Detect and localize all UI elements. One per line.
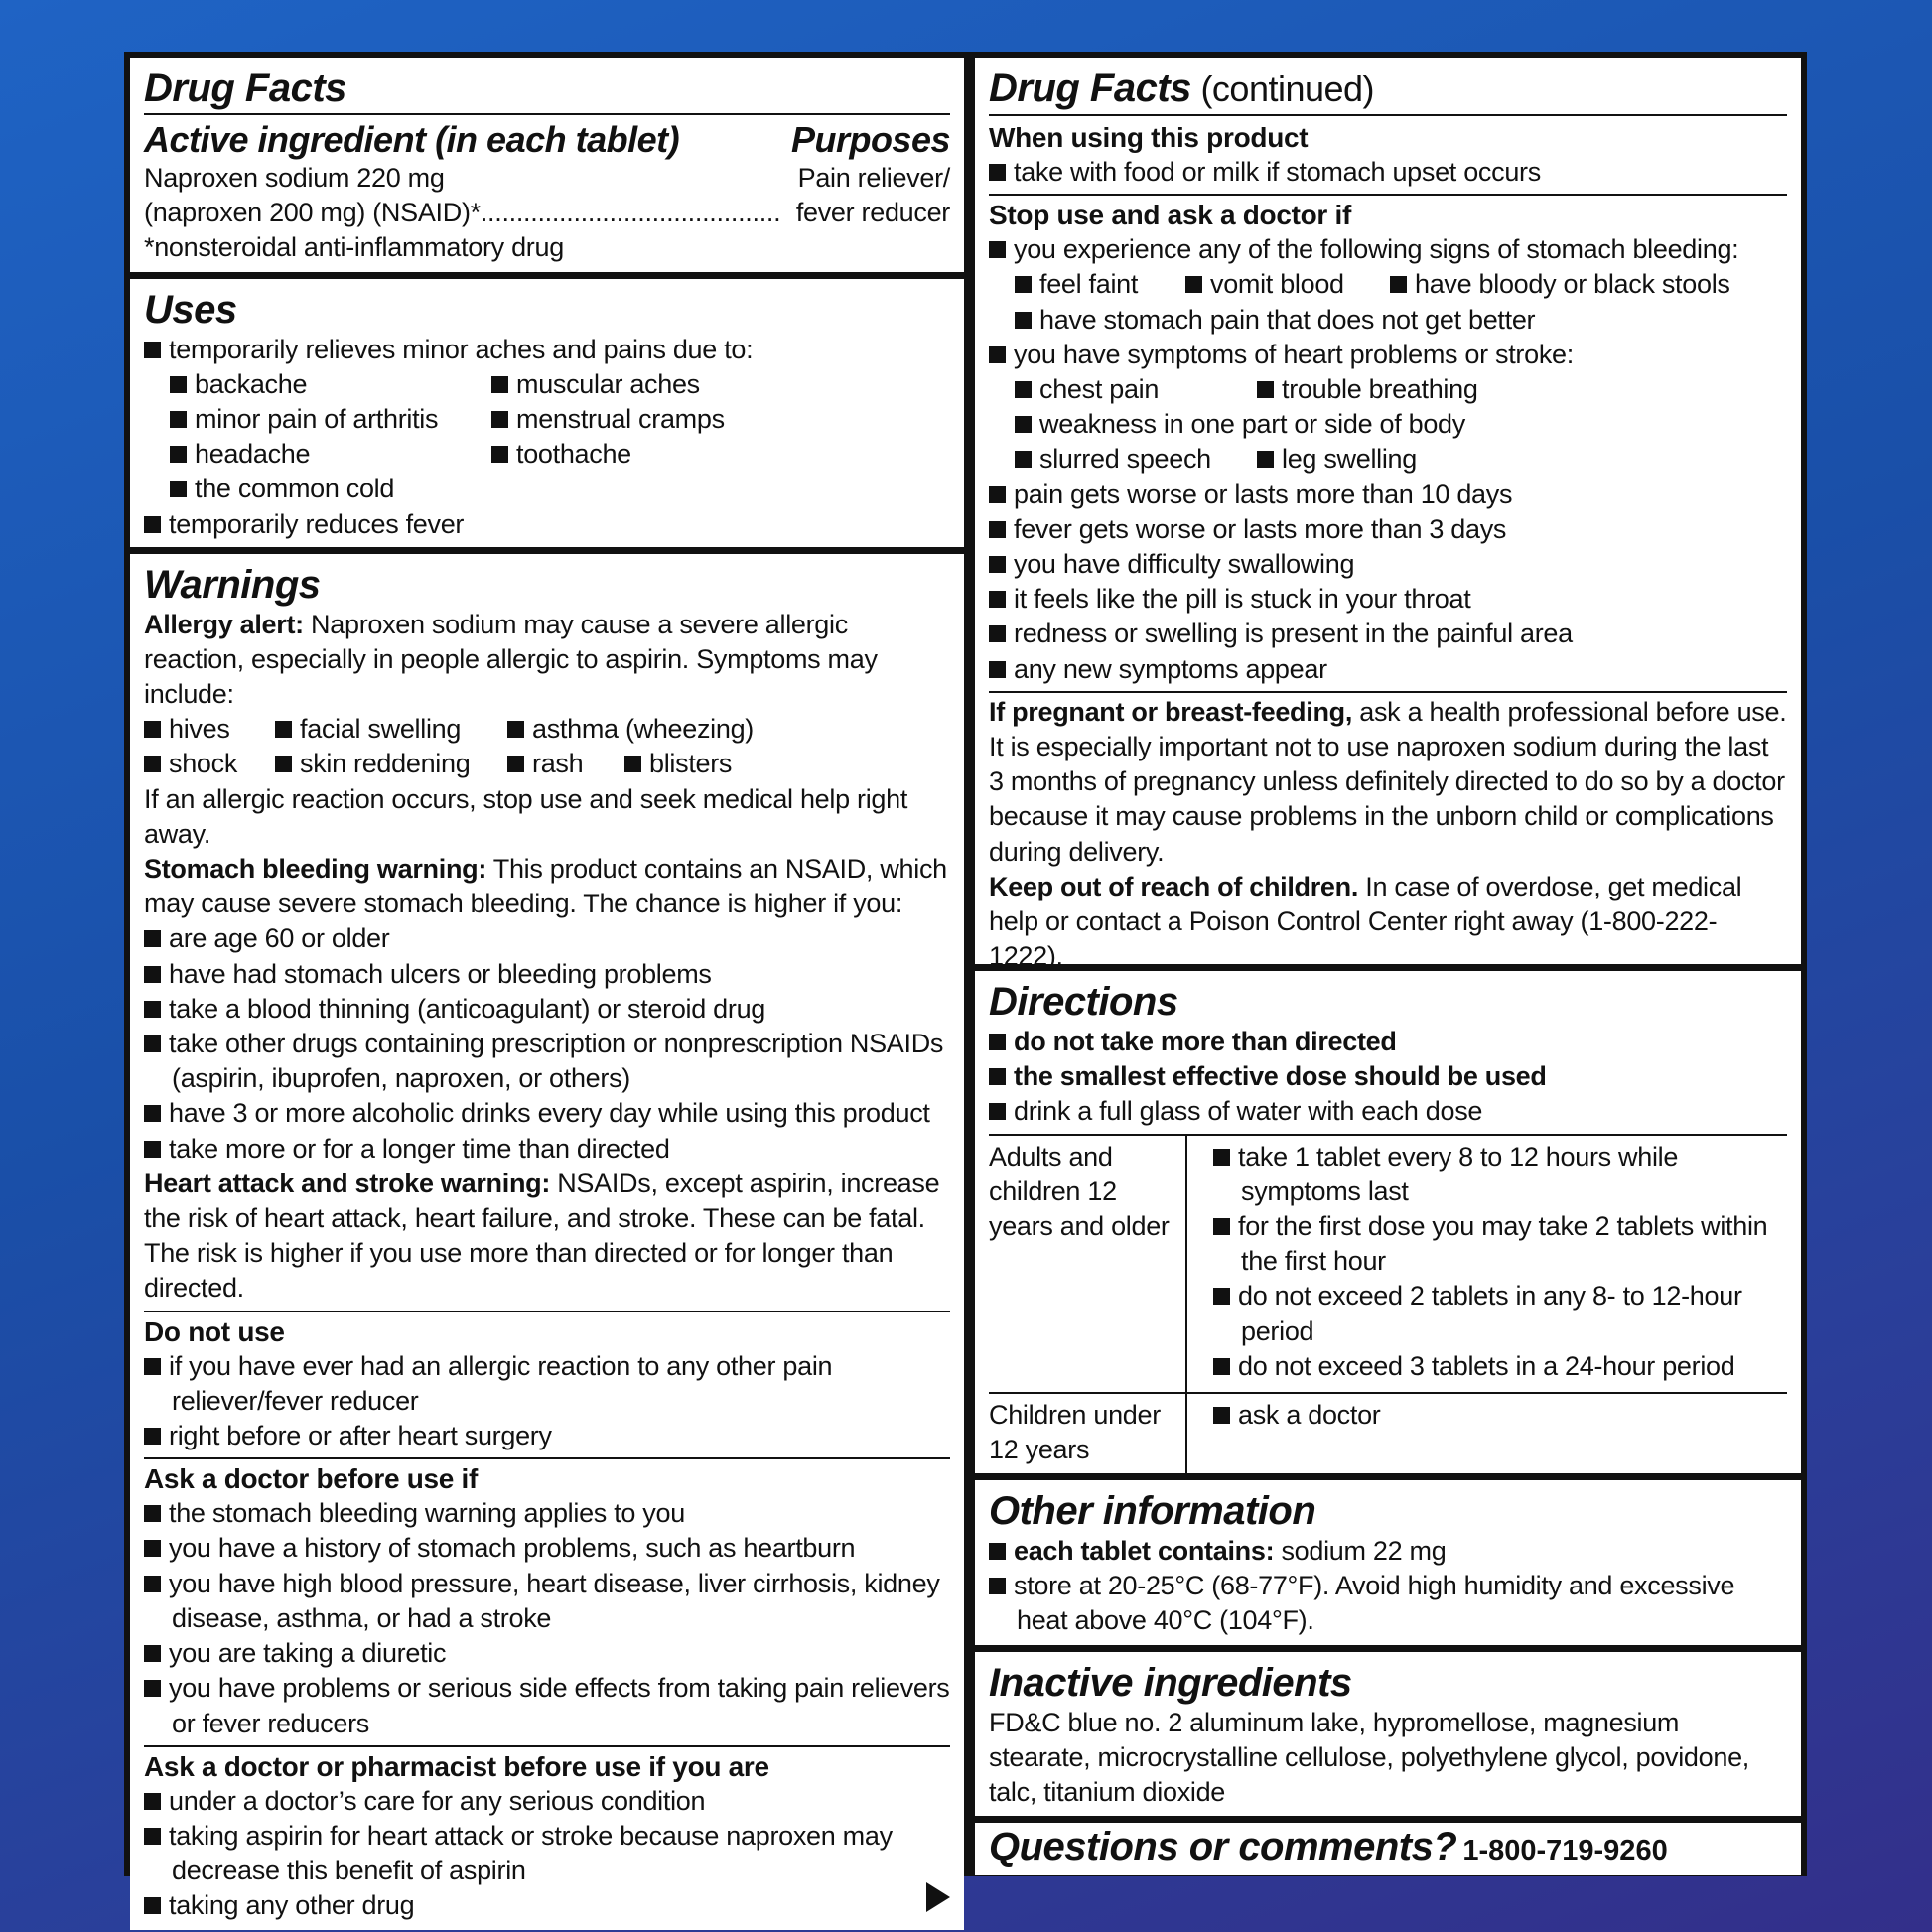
stop-use-heading: Stop use and ask a doctor if — [989, 200, 1352, 231]
stop-item: you have symptoms of heart problems or stroke: — [989, 338, 1787, 372]
uses-heading: Uses — [144, 287, 237, 332]
warnings-box — [130, 554, 964, 1930]
directions-box — [975, 971, 1801, 1473]
uses-item: muscular aches — [491, 367, 950, 402]
leader-dots: .......................................... — [480, 198, 781, 228]
stop-item: you experience any of the following signs of stomach bleeding: — [989, 232, 1787, 267]
questions-phone: 1-800-719-9260 — [1462, 1834, 1668, 1866]
stomach-item: take other drugs containing prescription or nonprescription NSAIDs (aspirin, ibuprofen, naproxen, or others) — [144, 1027, 950, 1096]
ingredient-line1: Naproxen sodium 220 mg — [144, 163, 445, 193]
uses-item: minor pain of arthritis — [170, 402, 491, 437]
ask-pharmacist-item: under a doctor’s care for any serious condition — [144, 1784, 950, 1819]
children-label: Children under 12 years — [989, 1394, 1187, 1475]
when-using-heading: When using this product — [989, 122, 1309, 153]
heart-warning: Heart attack and stroke warning: NSAIDs, except aspirin, increase the risk of heart attack, heart failure, and stroke. These can be fatal. The risk is higher if you use more than directed or for longer than directed. — [144, 1168, 940, 1304]
directions-item: the smallest effective dose should be used — [989, 1059, 1787, 1094]
ask-doctor-item: the stomach bleeding warning applies to you — [144, 1496, 950, 1531]
questions-heading: Questions or comments? — [989, 1824, 1457, 1868]
purpose-line1: Pain reliever/ — [797, 163, 950, 193]
other-information-heading: Other information — [989, 1489, 1316, 1533]
heart-signs-row: chest pain trouble breathing — [989, 372, 1787, 407]
uses-intro: temporarily relieves minor aches and pains due to: — [144, 333, 950, 367]
allergy-alert: Allergy alert: Naproxen sodium may cause a severe allergic reaction, especially in people allergic to aspirin. Symptoms may include: — [144, 609, 878, 710]
uses-item: toothache — [491, 437, 950, 472]
stop-item: redness or swelling is present in the painful area — [989, 617, 1787, 651]
stop-item: fever gets worse or lasts more than 3 days — [989, 512, 1787, 547]
directions-item: do not take more than directed — [989, 1025, 1787, 1059]
adults-label: Adults and children 12 years and older — [989, 1136, 1187, 1392]
ask-doctor-item: you have high blood pressure, heart disease, liver cirrhosis, kidney disease, asthma, or had a stroke — [144, 1567, 950, 1636]
drug-facts-continued-title: Drug Facts (continued) — [989, 67, 1375, 110]
symptoms-row: shock skin reddening rash blisters — [144, 747, 950, 781]
allergy-after: If an allergic reaction occurs, stop use and seek medical help right away. — [144, 783, 908, 849]
stomach-item: take a blood thinning (anticoagulant) or steroid drug — [144, 992, 950, 1027]
warnings-heading: Warnings — [144, 562, 321, 607]
ingredient-line2: (naproxen 200 mg) (NSAID)* — [144, 198, 481, 228]
inactive-ingredients-box — [975, 1652, 1801, 1816]
left-column — [130, 58, 964, 1921]
bleeding-signs-row: feel faint vomit blood have bloody or black stools — [989, 267, 1787, 302]
pregnancy-warning: If pregnant or breast-feeding, ask a health professional before use. It is especially important not to use naproxen sodium during the last 3 months of pregnancy unless definitely directed to do so by a doctor because it may cause problems in the unborn child or complications during delivery. — [989, 696, 1787, 867]
uses-item: menstrual cramps — [491, 402, 950, 437]
do-not-use-heading: Do not use — [144, 1315, 285, 1347]
when-using-item: take with food or milk if stomach upset occurs — [989, 155, 1787, 190]
bleeding-signs-row: have stomach pain that does not get better — [989, 303, 1787, 338]
nsaid-footnote: *nonsteroidal anti-inflammatory drug — [144, 232, 564, 263]
uses-item: the common cold — [170, 472, 491, 506]
ask-pharmacist-item: taking aspirin for heart attack or stroke because naproxen may decrease this benefit of aspirin — [144, 1819, 950, 1888]
heart-signs-row: weakness in one part or side of body — [989, 407, 1787, 442]
drug-facts-label — [124, 52, 1807, 1921]
inactive-ingredients-heading: Inactive ingredients — [989, 1660, 1352, 1705]
directions-heading: Directions — [989, 980, 1178, 1024]
purpose-line2: fever reducer — [795, 198, 950, 228]
stop-item: any new symptoms appear — [989, 652, 1787, 687]
symptoms-row: hives facial swelling asthma (wheezing) — [144, 712, 950, 747]
other-item: each tablet contains: sodium 22 mg — [989, 1534, 1787, 1569]
stomach-item: are age 60 or older — [144, 921, 950, 956]
dosage-table — [989, 1134, 1787, 1476]
right-column — [975, 58, 1801, 1870]
ask-doctor-item: you have a history of stomach problems, such as heartburn — [144, 1531, 950, 1566]
keep-out-of-reach: Keep out of reach of children. In case of overdose, get medical help or contact a Poison Control Center right away (1-800-222-1222). — [989, 871, 1742, 972]
children-instructions: ask a doctor — [1187, 1394, 1787, 1475]
purposes-heading: Purposes — [790, 119, 950, 160]
other-information-box — [975, 1480, 1801, 1645]
continued-box — [975, 58, 1801, 972]
stop-item: it feels like the pill is stuck in your throat — [989, 582, 1787, 617]
other-item: store at 20-25°C (68-77°F). Avoid high humidity and excessive heat above 40°C (104°F). — [989, 1569, 1787, 1638]
active-ingredient-box — [130, 58, 964, 272]
stop-item: you have difficulty swallowing — [989, 547, 1787, 582]
uses-box — [130, 279, 964, 547]
uses-grid — [144, 367, 950, 507]
stomach-item: take more or for a longer time than directed — [144, 1132, 950, 1167]
do-not-use-item: if you have ever had an allergic reaction to any other pain reliever/fever reducer — [144, 1349, 950, 1419]
ask-pharmacist-heading: Ask a doctor or pharmacist before use if you are — [144, 1750, 769, 1782]
ask-doctor-item: you are taking a diuretic — [144, 1636, 950, 1671]
uses-item: backache — [170, 367, 491, 402]
ask-doctor-heading: Ask a doctor before use if — [144, 1463, 479, 1495]
continue-arrow-icon — [926, 1882, 950, 1912]
stomach-item: have 3 or more alcoholic drinks every day while using this product — [144, 1096, 950, 1131]
heart-signs-row: slurred speech leg swelling — [989, 442, 1787, 477]
ask-doctor-item: you have problems or serious side effects from taking pain relievers or fever reducers — [144, 1671, 950, 1740]
directions-item: drink a full glass of water with each dose — [989, 1094, 1787, 1129]
drug-facts-title: Drug Facts — [144, 67, 346, 110]
do-not-use-item: right before or after heart surgery — [144, 1419, 950, 1453]
adults-instructions: take 1 tablet every 8 to 12 hours while symptoms last for the first dose you may take 2 tablets within the first hour do not exceed 2 tablets in any 8- to 12-hour period do not exceed 3 tablets in a 24-hour period — [1187, 1136, 1787, 1392]
uses-item: headache — [170, 437, 491, 472]
uses-item: temporarily reduces fever — [144, 507, 950, 542]
active-ingredient-heading: Active ingredient (in each tablet) — [144, 119, 680, 160]
questions-box — [975, 1823, 1801, 1875]
ask-pharmacist-item: taking any other drug — [144, 1888, 950, 1923]
inactive-ingredients-text: FD&C blue no. 2 aluminum lake, hypromellose, magnesium stearate, microcrystalline cellulose, polyethylene glycol, povidone, talc, titanium dioxide — [989, 1707, 1750, 1808]
stomach-warning: Stomach bleeding warning: This product contains an NSAID, which may cause severe stomach bleeding. The chance is higher if you: — [144, 854, 947, 919]
stop-item: pain gets worse or lasts more than 10 days — [989, 478, 1787, 512]
stomach-item: have had stomach ulcers or bleeding problems — [144, 957, 950, 992]
